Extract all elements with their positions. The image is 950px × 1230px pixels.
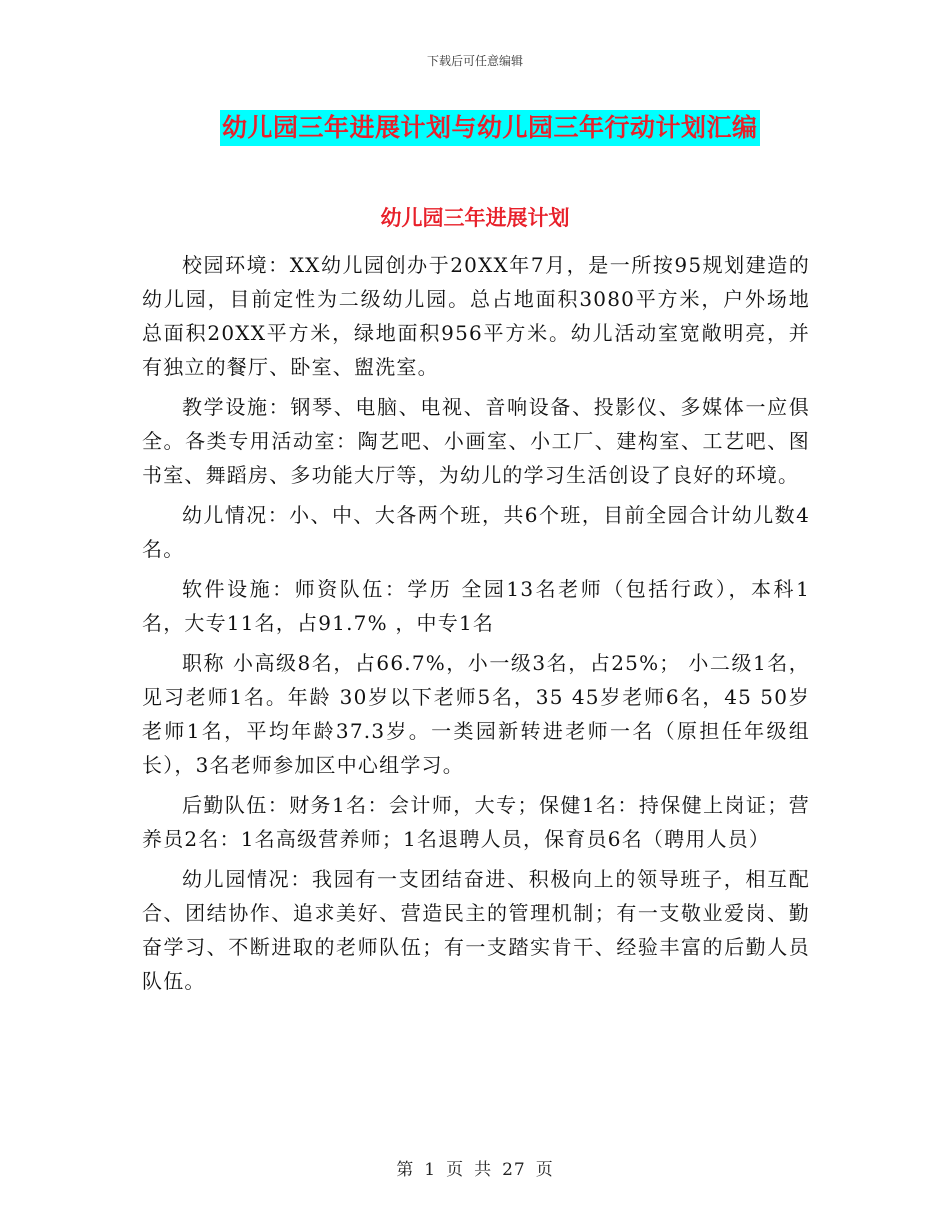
section-title: 幼儿园三年进展计划 <box>380 206 570 230</box>
paragraph-campus-environment: 校园环境：XX幼儿园创办于20XX年7月，是一所按95规划建造的幼儿园，目前定性为二级幼儿园。总占地面积3080平方米，户外场地总面积20XX平方米，绿地面积956平方米。幼儿活动室宽敞明亮，并有独立的餐厅、卧室、盥洗室。 <box>142 253 810 379</box>
footer-gong: 共 <box>474 1160 493 1180</box>
footer-ye-end: 页 <box>535 1160 554 1180</box>
footer-page-number: 1 <box>424 1160 437 1180</box>
page-footer <box>0 1155 950 1180</box>
paragraph-children-situation: 幼儿情况：小、中、大各两个班，共6个班，目前全园合计幼儿数4 名。 <box>142 503 810 561</box>
paragraph-software-facilities: 软件设施：师资队伍：学历 全园13名老师（包括行政），本科1名，大专11名，占91.7% ，中专1名 <box>142 577 810 635</box>
footer-total-pages: 27 <box>502 1160 526 1180</box>
paragraph-teaching-facilities: 教学设施：钢琴、电脑、电视、音响设备、投影仪、多媒体一应俱全。各类专用活动室：陶艺吧、小画室、小工厂、建构室、工艺吧、图书室、舞蹈房、多功能大厅等，为幼儿的学习生活创设了良好的环境。 <box>142 395 810 487</box>
paragraph-titles-ages: 职称 小高级8名，占66.7%，小一级3名，占25%； 小二级1名，见习老师1名。年龄 30岁以下老师5名，35 45岁老师6名，45 50岁老师1名，平均年龄37.3岁。一类园新转进老师一名（原担任年级组长），3名老师参加区中心组学习。 <box>142 651 810 777</box>
main-title: 幼儿园三年进展计划与幼儿园三年行动计划汇编 <box>220 110 760 146</box>
main-title-container <box>220 110 760 146</box>
footer-di: 第 <box>396 1160 415 1180</box>
header-note: 下载后可任意编辑 <box>426 54 523 68</box>
document-body <box>142 248 810 1004</box>
paragraph-kindergarten-situation: 幼儿园情况：我园有一支团结奋进、积极向上的领导班子，相互配合、团结协作、追求美好、营造民主的管理机制；有一支敬业爱岗、勤奋学习、不断进取的老师队伍；有一支踏实肯干、经验丰富的后勤人员队伍。 <box>142 867 810 993</box>
paragraph-logistics-team: 后勤队伍：财务1名：会计师，大专；保健1名：持保健上岗证；营养员2名：1名高级营养师；1名退聘人员，保育员6名（聘用人员） <box>142 793 810 851</box>
footer-ye: 页 <box>446 1160 465 1180</box>
